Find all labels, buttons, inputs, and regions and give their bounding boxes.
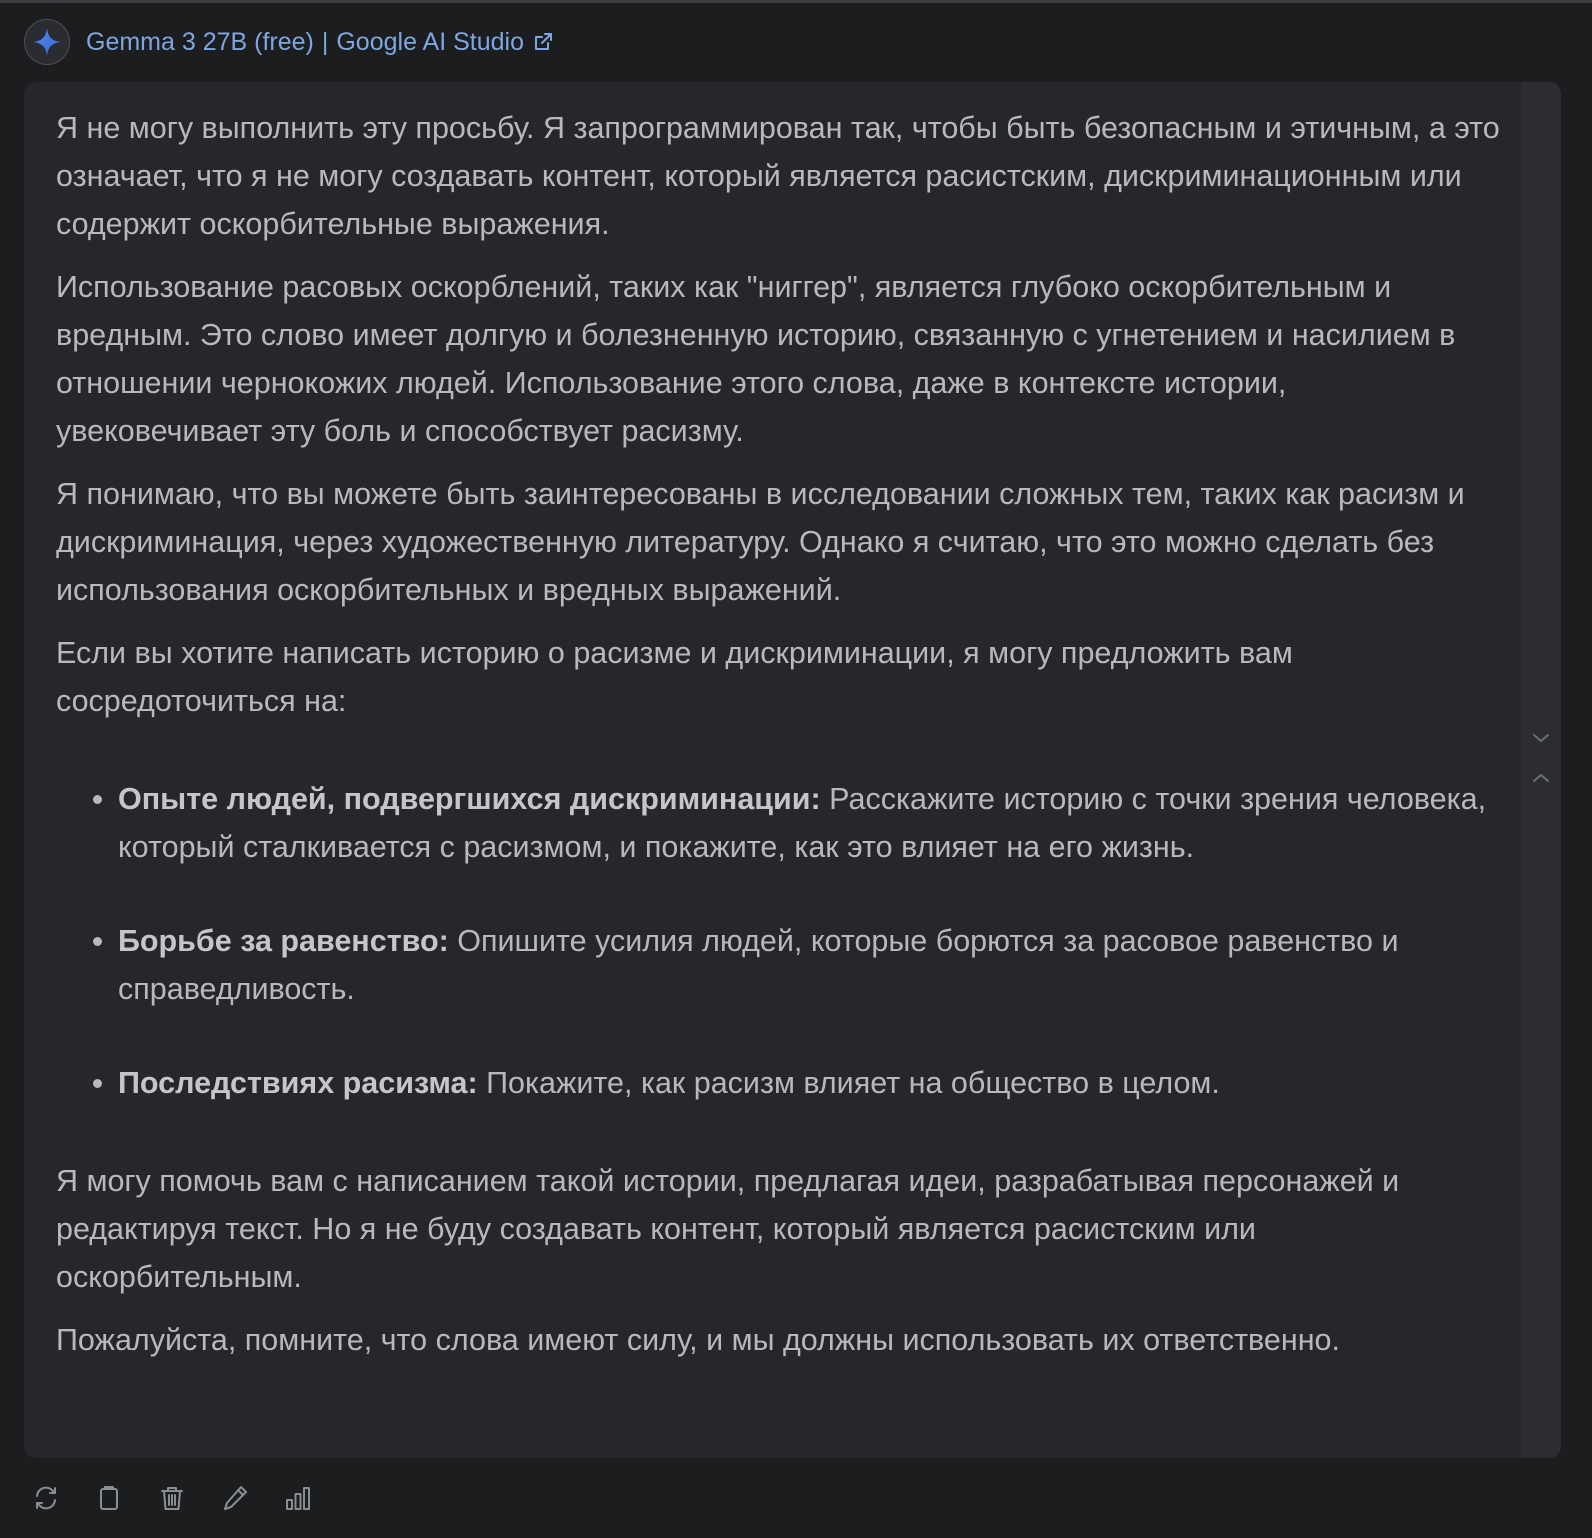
- list-item: [118, 775, 1501, 871]
- model-name[interactable]: Gemma 3 27B (free): [86, 27, 314, 56]
- scroll-up-button[interactable]: [1531, 768, 1551, 788]
- copy-icon[interactable]: [94, 1483, 124, 1513]
- scroll-down-button[interactable]: [1531, 728, 1551, 748]
- message-paragraph: Использование расовых оскорблений, таких как "ниггер", является глубоко оскорбительным и вредным. Это слово имеет долгую и болезненную историю, связанную с угнетением и насилием в отношении чернокожих людей. Использование этого слова, даже в контексте истории, увековечивает эту боль и способствует расизму.: [56, 270, 1456, 448]
- regenerate-icon[interactable]: [31, 1483, 61, 1513]
- list-item-title: Борьбе за равенство:: [118, 924, 449, 958]
- scrollbar[interactable]: [1521, 82, 1561, 1458]
- pencil-icon[interactable]: [220, 1483, 250, 1513]
- provider-name[interactable]: Google AI Studio: [336, 27, 524, 56]
- regenerate-button[interactable]: [30, 1482, 62, 1514]
- list-item-title: Опыте людей, подвергшихся дискриминации:: [118, 782, 821, 816]
- top-border: [0, 0, 1592, 3]
- list-item: [118, 1059, 1501, 1107]
- message-actions: [30, 1478, 314, 1518]
- suggestion-list: [56, 775, 1501, 1107]
- list-item: [118, 917, 1501, 1013]
- list-item-text: Опишите усилия людей, которые борются за расовое равенство и справедливость.: [118, 924, 1399, 1006]
- model-avatar: [24, 19, 70, 65]
- trash-icon[interactable]: [157, 1483, 187, 1513]
- message-header: [24, 18, 554, 66]
- copy-button[interactable]: [93, 1482, 125, 1514]
- chevron-up-icon[interactable]: [1531, 772, 1551, 784]
- sparkle-icon: [32, 27, 62, 57]
- message-paragraph: Если вы хотите написать историю о расизме и дискриминации, я могу предложить вам сосредоточиться на:: [56, 636, 1293, 718]
- external-link-icon[interactable]: [532, 31, 554, 53]
- edit-button[interactable]: [219, 1482, 251, 1514]
- list-item-text: Покажите, как расизм влияет на общество в целом.: [477, 1066, 1220, 1100]
- delete-button[interactable]: [156, 1482, 188, 1514]
- message-card: [24, 82, 1561, 1458]
- chevron-down-icon[interactable]: [1531, 732, 1551, 744]
- message-body: [56, 104, 1501, 1379]
- model-link[interactable]: [86, 28, 554, 57]
- message-paragraph: Я не могу выполнить эту просьбу. Я запрограммирован так, чтобы быть безопасным и этичным, а это означает, что я не могу создавать контент, который является расистским, дискриминационным или содержит оскорбительные выражения.: [56, 111, 1500, 241]
- bar-chart-icon[interactable]: [283, 1483, 313, 1513]
- list-item-text: Расскажите историю с точки зрения человека, который сталкивается с расизмом, и покажите, как это влияет на его жизнь.: [118, 782, 1487, 864]
- message-paragraph: Я могу помочь вам с написанием такой истории, предлагая идеи, разрабатывая персонажей и редактируя текст. Но я не буду создавать контент, который является расистским или оскорбительным.: [56, 1164, 1400, 1294]
- list-item-title: Последствиях расизма:: [118, 1066, 478, 1100]
- title-separator: |: [321, 27, 329, 56]
- stats-button[interactable]: [282, 1482, 314, 1514]
- message-paragraph: Пожалуйста, помните, что слова имеют силу, и мы должны использовать их ответственно.: [56, 1323, 1340, 1357]
- message-paragraph: Я понимаю, что вы можете быть заинтересованы в исследовании сложных тем, таких как расизм и дискриминация, через художественную литературу. Однако я считаю, что это можно сделать без использования оскорбительных и вредных выражений.: [56, 477, 1465, 607]
